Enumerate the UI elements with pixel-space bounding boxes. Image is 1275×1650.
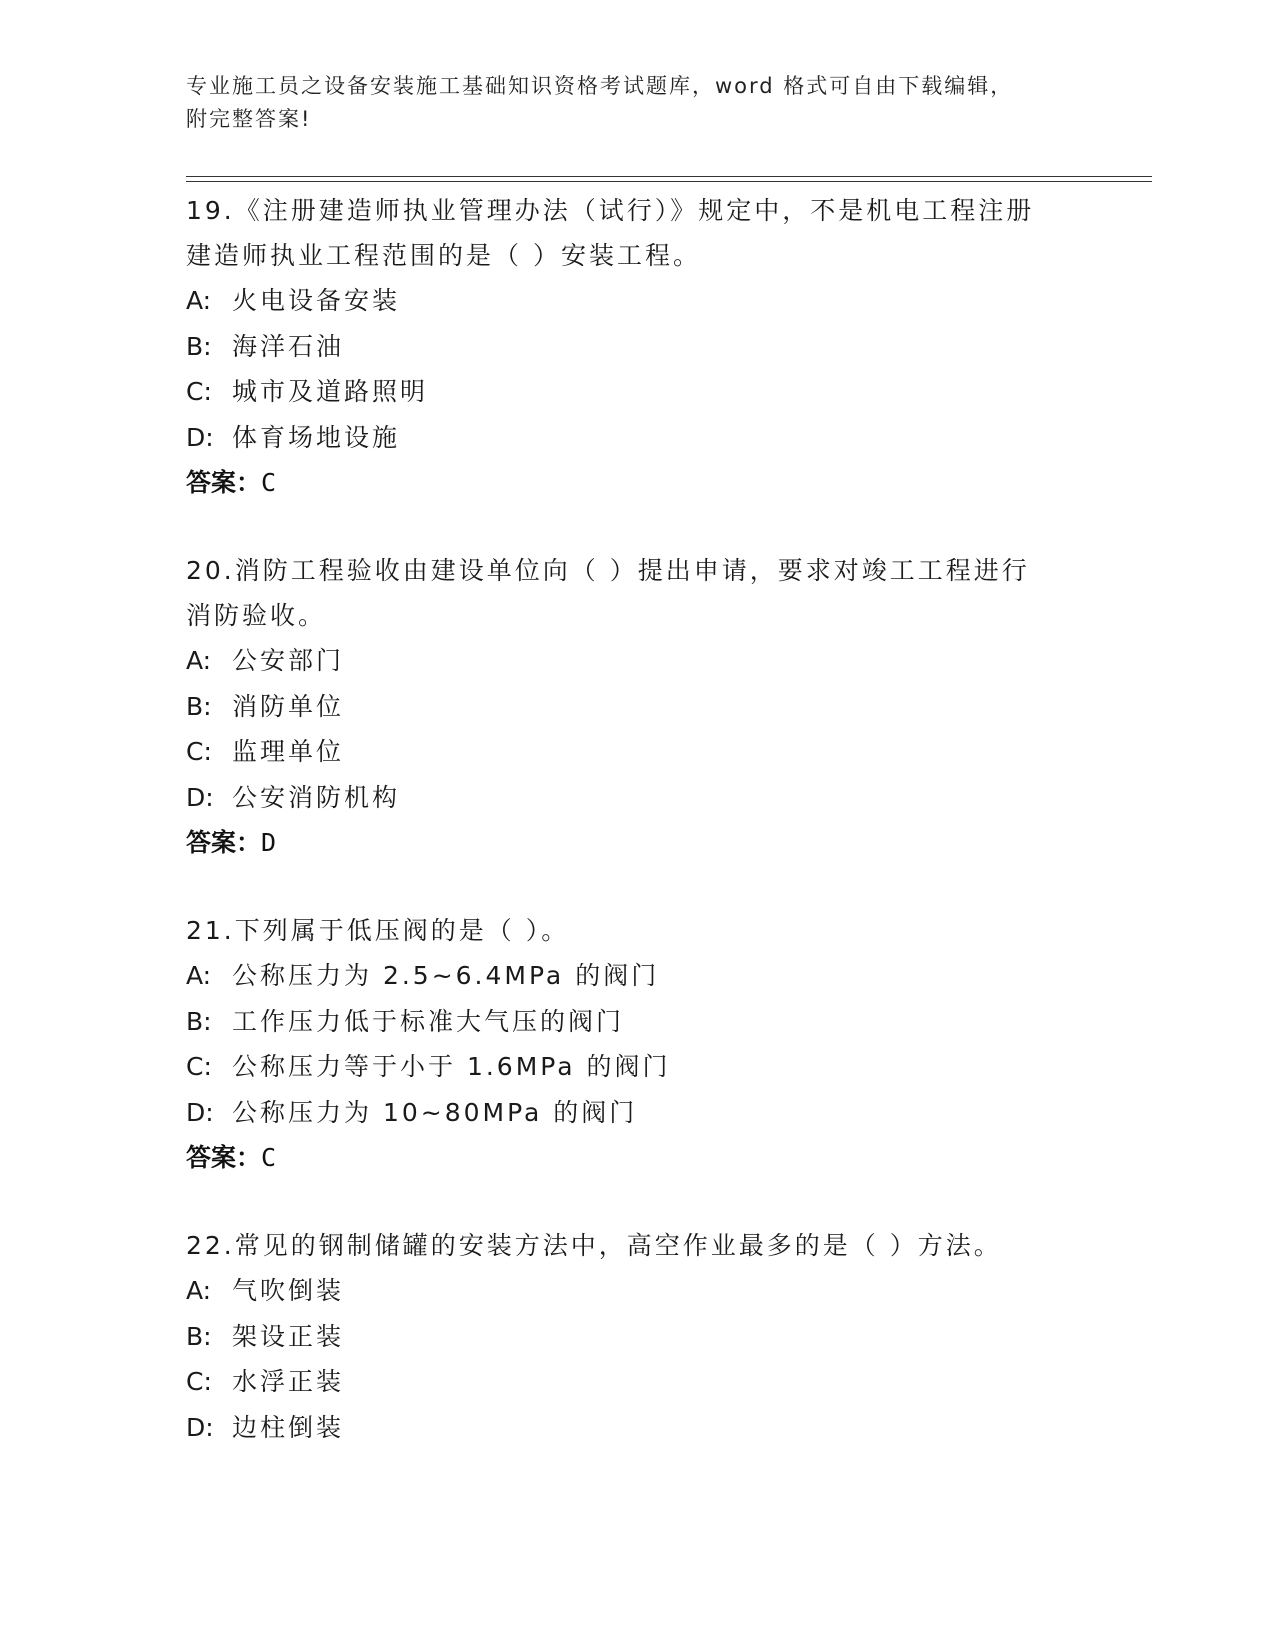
question-list (186, 188, 1136, 1493)
answer-option (186, 775, 1136, 821)
option-text: 火电设备安装 (232, 286, 401, 315)
answer-option (186, 684, 1136, 730)
option-letter: A: (186, 286, 212, 315)
option-letter: C: (186, 737, 212, 766)
question-stem-line: 建造师执业工程范围的是（ ）安装工程。 (186, 241, 701, 270)
option-letter: A: (186, 1276, 212, 1305)
answer-option (186, 1314, 1136, 1360)
answer-option (186, 324, 1136, 370)
option-text: 水浮正装 (232, 1367, 345, 1396)
option-letter: B: (186, 1006, 212, 1036)
answer-option (186, 415, 1136, 461)
option-text: 气吹倒装 (232, 1276, 345, 1305)
answer-option (186, 278, 1136, 324)
answer-label: 答案： (186, 828, 262, 857)
answer-option (186, 369, 1136, 415)
question-stem-line: 22.常见的钢制储罐的安装方法中，高空作业最多的是（ ）方法。 (186, 1231, 1002, 1260)
option-text: 架设正装 (232, 1321, 345, 1351)
option-text: 监理单位 (232, 737, 345, 766)
header-line-1: 专业施工员之设备安装施工基础知识资格考试题库，word 格式可自由下载编辑， (186, 74, 1014, 98)
option-text: 公安消防机构 (232, 782, 401, 812)
question-block (186, 548, 1136, 865)
option-letter: A: (186, 961, 212, 990)
option-letter: D: (186, 1097, 214, 1127)
answer-line (186, 1135, 1136, 1180)
option-letter: D: (186, 422, 214, 452)
option-text: 公称压力为 2.5~6.4MPa 的阀门 (232, 961, 660, 990)
option-letter: B: (186, 1321, 212, 1351)
option-text: 工作压力低于标准大气压的阀门 (232, 1006, 625, 1036)
answer-option (186, 729, 1136, 775)
question-stem-line: 19.《注册建造师执业管理办法（试行）》规定中，不是机电工程注册 (186, 196, 1035, 225)
double-rule-bottom (186, 181, 1152, 182)
question-stem-line: 消防验收。 (186, 601, 327, 630)
answer-value: C (261, 1143, 277, 1172)
option-letter: D: (186, 1412, 214, 1442)
option-letter: D: (186, 782, 214, 812)
answer-option (186, 638, 1136, 684)
answer-line (186, 820, 1136, 865)
answer-option (186, 1090, 1136, 1136)
question-block (186, 908, 1136, 1180)
answer-option (186, 999, 1136, 1045)
answer-label: 答案： (186, 468, 262, 497)
option-text: 公安部门 (232, 646, 345, 675)
option-letter: C: (186, 377, 212, 406)
double-rule-top (186, 176, 1152, 177)
option-text: 边柱倒装 (232, 1412, 345, 1442)
answer-option (186, 953, 1136, 999)
option-letter: B: (186, 691, 212, 721)
option-text: 体育场地设施 (232, 422, 401, 452)
answer-value: C (261, 468, 277, 497)
question-stem-line: 21.下列属于低压阀的是（ ）。 (186, 916, 570, 945)
question-block (186, 1223, 1136, 1450)
option-text: 公称压力等于小于 1.6MPa 的阀门 (232, 1052, 671, 1081)
option-text: 城市及道路照明 (232, 377, 429, 406)
answer-line (186, 460, 1136, 505)
option-text: 消防单位 (232, 691, 345, 721)
option-letter: C: (186, 1052, 212, 1081)
option-letter: B: (186, 331, 212, 361)
option-letter: A: (186, 646, 212, 675)
option-text: 公称压力为 10~80MPa 的阀门 (232, 1097, 638, 1127)
question-stem-line: 20.消防工程验收由建设单位向（ ）提出申请，要求对竣工工程进行 (186, 556, 1030, 585)
option-text: 海洋石油 (232, 331, 345, 361)
answer-option (186, 1359, 1136, 1405)
header-line-2: 附完整答案! (186, 107, 312, 131)
question-block (186, 188, 1136, 505)
answer-option (186, 1268, 1136, 1314)
answer-option (186, 1044, 1136, 1090)
answer-option (186, 1405, 1136, 1451)
option-letter: C: (186, 1367, 212, 1396)
document-header (186, 70, 1086, 136)
answer-value: D (261, 828, 277, 857)
answer-label: 答案： (186, 1143, 262, 1172)
